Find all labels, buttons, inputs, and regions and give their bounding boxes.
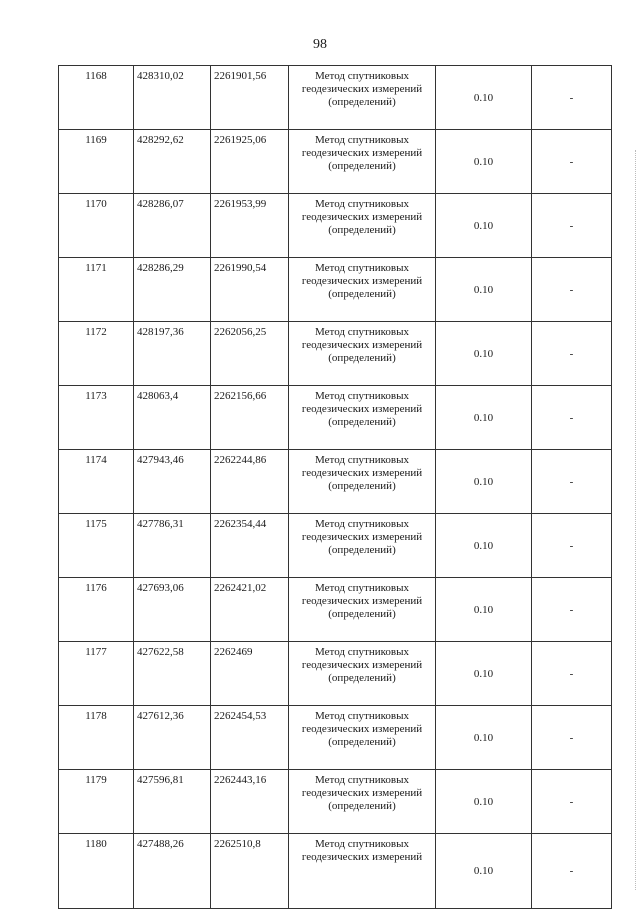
note-cell: -	[532, 450, 612, 514]
note-cell: -	[532, 514, 612, 578]
coordinate-y-cell: 2262244,86	[211, 450, 289, 514]
coordinate-y-cell: 2261901,56	[211, 66, 289, 130]
method-line: геодезических измерений	[301, 339, 423, 351]
point-number-cell: 1180	[59, 834, 134, 909]
coordinate-y-cell: 2261925,06	[211, 130, 289, 194]
coordinate-x-cell: 428197,36	[134, 322, 211, 386]
table-row	[59, 578, 612, 642]
note-cell: -	[532, 66, 612, 130]
coordinate-x-cell: 428292,62	[134, 130, 211, 194]
note-cell: -	[532, 578, 612, 642]
method-cell	[289, 130, 436, 194]
point-number-cell: 1171	[59, 258, 134, 322]
method-line: (определений)	[328, 224, 396, 236]
method-cell	[289, 258, 436, 322]
coordinate-x-cell: 428286,29	[134, 258, 211, 322]
method-line: геодезических измерений	[301, 467, 423, 479]
coordinate-y-cell: 2262421,02	[211, 578, 289, 642]
method-line: геодезических измерений	[301, 851, 423, 863]
method-cell	[289, 450, 436, 514]
method-line: геодезических измерений	[301, 83, 423, 95]
method-line: Метод спутниковых	[315, 710, 409, 722]
method-line: Метод спутниковых	[315, 518, 409, 530]
accuracy-cell: 0.10	[436, 834, 532, 909]
method-cell	[289, 322, 436, 386]
method-cell	[289, 514, 436, 578]
note-cell: -	[532, 386, 612, 450]
coordinate-x-cell: 427693,06	[134, 578, 211, 642]
method-line: (определений)	[328, 672, 396, 684]
point-number-cell: 1178	[59, 706, 134, 770]
coordinate-x-cell: 428310,02	[134, 66, 211, 130]
accuracy-cell: 0.10	[436, 514, 532, 578]
table-row	[59, 386, 612, 450]
method-cell	[289, 194, 436, 258]
method-line: геодезических измерений	[301, 147, 423, 159]
method-cell	[289, 770, 436, 834]
table-row	[59, 770, 612, 834]
point-number-cell: 1168	[59, 66, 134, 130]
method-line: Метод спутниковых	[315, 582, 409, 594]
method-cell	[289, 706, 436, 770]
table-row	[59, 834, 612, 909]
method-cell	[289, 834, 436, 909]
accuracy-cell: 0.10	[436, 706, 532, 770]
coordinate-x-cell: 427596,81	[134, 770, 211, 834]
point-number-cell: 1176	[59, 578, 134, 642]
accuracy-cell: 0.10	[436, 258, 532, 322]
accuracy-cell: 0.10	[436, 386, 532, 450]
method-line: (определений)	[328, 160, 396, 172]
note-cell: -	[532, 834, 612, 909]
accuracy-cell: 0.10	[436, 450, 532, 514]
note-cell: -	[532, 258, 612, 322]
coordinate-x-cell: 427786,31	[134, 514, 211, 578]
table-row	[59, 450, 612, 514]
scan-edge-mark	[634, 150, 636, 890]
method-line: (определений)	[328, 800, 396, 812]
accuracy-cell: 0.10	[436, 770, 532, 834]
method-line: геодезических измерений	[301, 787, 423, 799]
method-cell	[289, 66, 436, 130]
table-row	[59, 514, 612, 578]
method-line: геодезических измерений	[301, 531, 423, 543]
method-line: Метод спутниковых	[315, 838, 409, 850]
accuracy-cell: 0.10	[436, 130, 532, 194]
coordinate-y-cell: 2261990,54	[211, 258, 289, 322]
method-line: (определений)	[328, 288, 396, 300]
table-row	[59, 130, 612, 194]
table-row	[59, 66, 612, 130]
coordinate-x-cell: 427943,46	[134, 450, 211, 514]
coordinates-table-body	[59, 66, 612, 909]
coordinate-x-cell: 427488,26	[134, 834, 211, 909]
method-line: (определений)	[328, 352, 396, 364]
accuracy-cell: 0.10	[436, 194, 532, 258]
coordinates-table	[58, 65, 612, 909]
point-number-cell: 1169	[59, 130, 134, 194]
point-number-cell: 1179	[59, 770, 134, 834]
method-line: (определений)	[328, 416, 396, 428]
method-line: геодезических измерений	[301, 275, 423, 287]
note-cell: -	[532, 706, 612, 770]
coordinate-y-cell: 2261953,99	[211, 194, 289, 258]
point-number-cell: 1177	[59, 642, 134, 706]
table-row	[59, 706, 612, 770]
coordinate-x-cell: 428286,07	[134, 194, 211, 258]
coordinate-y-cell: 2262354,44	[211, 514, 289, 578]
accuracy-cell: 0.10	[436, 578, 532, 642]
method-line: (определений)	[328, 480, 396, 492]
coordinate-y-cell: 2262454,53	[211, 706, 289, 770]
method-line: Метод спутниковых	[315, 774, 409, 786]
method-line: (определений)	[328, 608, 396, 620]
method-line: Метод спутниковых	[315, 646, 409, 658]
coordinate-y-cell: 2262443,16	[211, 770, 289, 834]
page-number: 98	[313, 37, 327, 52]
table-row	[59, 194, 612, 258]
method-cell	[289, 386, 436, 450]
coordinate-y-cell: 2262469	[211, 642, 289, 706]
coordinate-x-cell: 427612,36	[134, 706, 211, 770]
method-line: геодезических измерений	[301, 723, 423, 735]
method-line: (определений)	[328, 736, 396, 748]
coordinate-y-cell: 2262056,25	[211, 322, 289, 386]
note-cell: -	[532, 642, 612, 706]
accuracy-cell: 0.10	[436, 642, 532, 706]
point-number-cell: 1173	[59, 386, 134, 450]
method-line: Метод спутниковых	[315, 390, 409, 402]
accuracy-cell: 0.10	[436, 66, 532, 130]
table-row	[59, 322, 612, 386]
coordinate-y-cell: 2262510,8	[211, 834, 289, 909]
method-line: геодезических измерений	[301, 659, 423, 671]
method-cell	[289, 578, 436, 642]
method-line: (определений)	[328, 544, 396, 556]
coordinate-x-cell: 428063,4	[134, 386, 211, 450]
method-line: Метод спутниковых	[315, 70, 409, 82]
method-cell	[289, 642, 436, 706]
point-number-cell: 1175	[59, 514, 134, 578]
method-line: Метод спутниковых	[315, 262, 409, 274]
note-cell: -	[532, 322, 612, 386]
note-cell: -	[532, 130, 612, 194]
coordinate-x-cell: 427622,58	[134, 642, 211, 706]
method-line: геодезических измерений	[301, 595, 423, 607]
method-line: геодезических измерений	[301, 403, 423, 415]
accuracy-cell: 0.10	[436, 322, 532, 386]
method-line: Метод спутниковых	[315, 326, 409, 338]
note-cell: -	[532, 194, 612, 258]
table-row	[59, 642, 612, 706]
method-line: геодезических измерений	[301, 211, 423, 223]
note-cell: -	[532, 770, 612, 834]
method-line: (определений)	[328, 96, 396, 108]
point-number-cell: 1172	[59, 322, 134, 386]
table-row	[59, 258, 612, 322]
point-number-cell: 1170	[59, 194, 134, 258]
method-line: Метод спутниковых	[315, 198, 409, 210]
coordinate-y-cell: 2262156,66	[211, 386, 289, 450]
method-line: Метод спутниковых	[315, 454, 409, 466]
method-line: Метод спутниковых	[315, 134, 409, 146]
point-number-cell: 1174	[59, 450, 134, 514]
